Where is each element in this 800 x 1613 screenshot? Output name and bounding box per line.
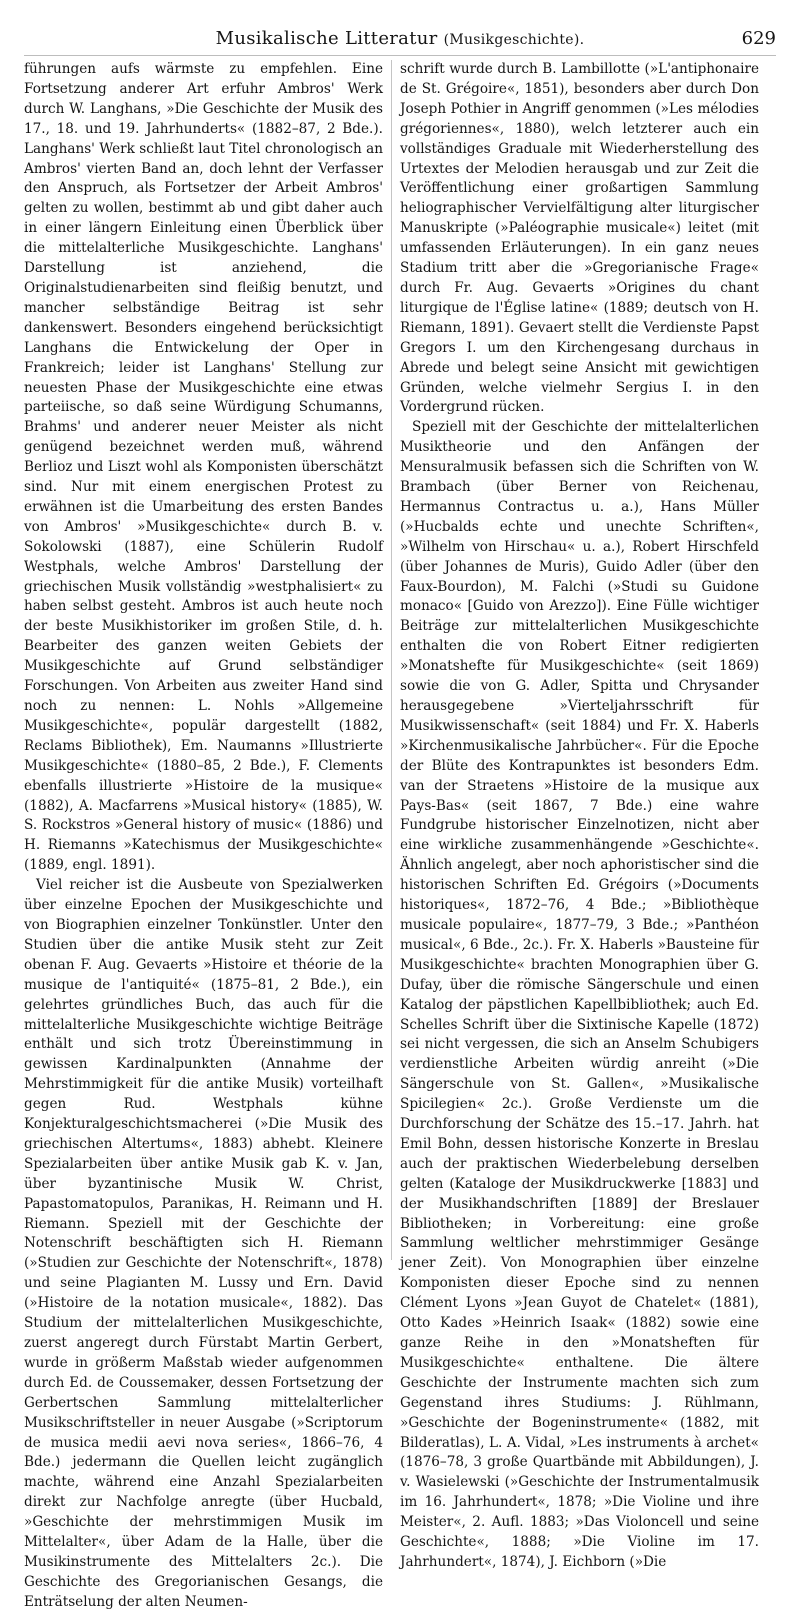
right-paragraph-2: Speziell mit der Geschichte der mittelalterlichen Musiktheorie und den Anfängen der Mensuralmusik befassen sich die Schriften von W. Brambach (über Berner von Reichenau, Hermannus Contractus u. a.), Hans Müller (»Hucbalds echte und unechte Schriften«, »Wilhelm von Hirschau« u. a.), Robert Hirschfeld (über Johannes de Muris), Guido Adler (über den Faux-Bourdon), M. Falchi (»Studi su Guidone monaco« [Guido von Arezzo]). Eine Fülle wichtiger Beiträge zur mittelalterlichen Musikgeschichte enthalten die von Robert Eitner redigierten »Monatshefte für Musikgeschichte« (seit 1869) sowie die von G. Adler, Spitta und Chrysander herausgegebene »Vierteljahrsschrift für Musikwissenschaft« (seit 1884) und Fr. X. Haberls »Kirchenmusikalische Jahrbücher«. Für die Epoche der Blüte des Kontrapunktes ist besonders Edm. van der Straetens »Histoire de la musique aux Pays-Bas« (seit 1867, 7 Bde.) eine wahre Fundgrube historischer Einzelnotizen, nicht aber eine wirkliche zusammenhängende »Geschichte«. Ähnlich angelegt, aber noch aphoristischer sind die historischen Schriften Ed. Grégoirs (»Documents historiques«, 1872–76, 4 Bde.; »Bibliothèque musicale populaire«, 1877–79, 3 Bde.; »Panthéon musical«, 6 Bde., 2c.). Fr. X. Haberls »Bausteine für Musikgeschichte« brachten Monographien über G. Dufay, über die römische Sängerschule und einen Katalog der päpstlichen Kapellbibliothek; auch Ed. Schelles Schrift über die Sixtinische Kapelle (1872) sei nicht vergessen, die sich an Anselm Schubigers verdienstliche Arbeiten würdig anreiht (»Die Sängerschule von St. Gallen«, »Musikalische Spicilegien« 2c.). Große Verdienste um die Durchforschung der Schätze des 15.–17. Jahrh. hat Emil Bohn, dessen historische Konzerte in Breslau auch der praktischen Wiederbelebung derselben gelten (Kataloge der Musikdruckwerke [1883] und der Musikhandschriften [1889] der Breslauer Bibliotheken; in Vorbereitung: eine große Sammlung weltlicher mehrstimmiger Gesänge jener Zeit). Von Monographien über einzelne Komponisten dieser Epoche sind zu nennen Clément Lyons »Jean Guyot de Chatelet« (1881), Otto Kades »Heinrich Isaak« (1882) sowie eine ganze Reihe in den »Monatsheften für Musikgeschichte« enthaltene. Die ältere Geschichte der Instrumente machten sich zum Gegenstand ihres Studiums: J. Rühlmann, »Geschichte der Bogeninstrumente« (1882, mit Bilderatlas), L. A. Vidal, »Les instruments à archet« (1876–78, 3 große Quartbände mit Abbildungen), J. v. Wasielewski (»Geschichte der Instrumentalmusik im 16. Jahrhundert«, 1878; »Die Violine und ihre Meister«, 2. Aufl. 1883; »Das Violoncell und seine Geschichte«, 1888; »Die Violine im 17. Jahrhundert«, 1874), J. Eichborn (»Die [400, 419, 759, 1570]
right-column [392, 60, 759, 1570]
text-columns [24, 60, 776, 1610]
left-paragraph-2: Viel reicher ist die Ausbeute von Spezialwerken über einzelne Epochen der Musikgeschichte und von Biographien einzelner Tonkünstler. Unter den Studien über die antike Musik steht zur Zeit obenan F. Aug. Gevaerts »Histoire et théorie de la musique de l'antiquité« (1875–81, 2 Bde.), ein gelehrtes gründliches Buch, das auch für die mittelalterliche Musikgeschichte wichtige Beiträge enthält und sich trotz Übereinstimmung in gewissen Kardinalpunkten (Annahme der Mehrstimmigkeit für die antike Musik) vorteilhaft gegen Rud. Westphals kühne Konjekturalgeschichtsmacherei (»Die Musik des griechischen Altertums«, 1883) abhebt. Kleinere Spezialarbeiten über antike Musik gab K. v. Jan, über byzantinische Musik W. Christ, Papastomatopulos, Paranikas, H. Reimann und H. Riemann. Speziell mit der Geschichte der Notenschrift beschäftigten sich H. Riemann (»Studien zur Geschichte der Notenschrift«, 1878) und seine Plagianten M. Lussy und Ern. David (»Histoire de la notation musicale«, 1882). Das Studium der mittelalterlichen Musikgeschichte, zuerst angeregt durch Fürstabt Martin Gerbert, wurde in größerm Maßstab wieder aufgenommen durch Ed. de Coussemaker, dessen Fortsetzung der Gerbertschen Sammlung mittelalterlicher Musikschriftsteller in neuer Ausgabe (»Scriptorum de musica medii aevi nova series«, 1866–76, 4 Bde.) jedermann die Quellen leicht zugänglich machte, während eine Anzahl Spezialarbeiten direkt zur Nachfolge anregte (über Hucbald, »Geschichte der mehrstimmigen Musik im Mittelalter«, über Adam de la Halle, über die Musikinstrumente des Mittelalters 2c.). Die Geschichte des Gregorianischen Gesangs, die Enträtselung der alten Neumen- [24, 877, 383, 1610]
left-paragraph-1: führungen aufs wärmste zu empfehlen. Eine Fortsetzung anderer Art erfuhr Ambros' Werk durch W. Langhans, »Die Geschichte der Musik des 17., 18. und 19. Jahrhunderts« (1882–87, 2 Bde.). Langhans' Werk schließt laut Titel chronologisch an Ambros' vierten Band an, doch lehnt der Verfasser den Anspruch, als Fortsetzer der Arbeit Ambros' gelten zu wollen, bestimmt ab und gibt daher auch in einer längern Einleitung einen Überblick über die mittelalterliche Musikgeschichte. Langhans' Darstellung ist anziehend, die Originalstudienarbeiten sind fleißig benutzt, und mancher selbständige Beitrag ist sehr dankenswert. Besonders eingehend berücksichtigt Langhans die Entwickelung der Oper in Frankreich; leider ist Langhans' Stellung zur neuesten Phase der Musikgeschichte eine etwas parteiische, so daß seine Würdigung Schumanns, Brahms' und anderer neuer Meister als nicht genügend bezeichnet werden muß, während Berlioz und Liszt wohl als Komponisten überschätzt sind. Nur mit einem energischen Protest zu erwähnen ist die Umarbeitung des ersten Bandes von Ambros' »Musikgeschichte« durch B. v. Sokolowski (1887), eine Schülerin Rudolf Westphals, welche Ambros' Darstellung der griechischen Musik vollständig »westphalisiert« zu haben selbst gesteht. Ambros ist auch heute noch der beste Musikhistoriker im großen Stile, d. h. Bearbeiter des ganzen weiten Gebiets der Musikgeschichte auf Grund selbständiger Forschungen. Von Arbeiten aus zweiter Hand sind noch zu nennen: L. Nohls »Allgemeine Musikgeschichte«, populär dargestellt (1882, Reclams Bibliothek), Em. Naumanns »Illustrierte Musikgeschichte« (1880–85, 2 Bde.), F. Clements ebenfalls illustrierte »Histoire de la musique« (1882), A. Macfarrens »Musical history« (1885), W. S. Rockstros »General history of music« (1886) und H. Riemanns »Katechismus der Musikgeschichte« (1889, engl. 1891). [24, 61, 383, 874]
running-head-main: Musikalische Litteratur [215, 28, 438, 49]
running-head [24, 22, 776, 56]
running-head-subtitle: (Musikgeschichte). [443, 32, 585, 48]
page-number: 629 [741, 28, 776, 49]
left-column [24, 60, 391, 1610]
running-head-title [24, 28, 776, 49]
right-paragraph-1: schrift wurde durch B. Lambillotte (»L'antiphonaire de St. Grégoire«, 1851), besonders aber durch Don Joseph Pothier in Angriff genommen (»Les mélodies grégoriennes«, 1880), welch letzterer auch ein vollständiges Graduale mit Wiederherstellung des Urtextes der Melodien herausgab und zur Zeit die Veröffentlichung einer großartigen Sammlung heliographischer Vervielfältigung alter liturgischer Manuskripte (»Paléographie musicale«) leitet (mit umfassenden Erläuterungen). In ein ganz neues Stadium tritt aber die »Gregorianische Frage« durch Fr. Aug. Gevaerts »Origines du chant liturgique de l'Église latine« (1889; deutsch von H. Riemann, 1891). Gevaert stellt die Verdienste Papst Gregors I. um den Kirchengesang durchaus in Abrede und belegt seine Ansicht mit gewichtigen Gründen, welche vielmehr Sergius I. in den Vordergrund rücken. [400, 61, 759, 416]
